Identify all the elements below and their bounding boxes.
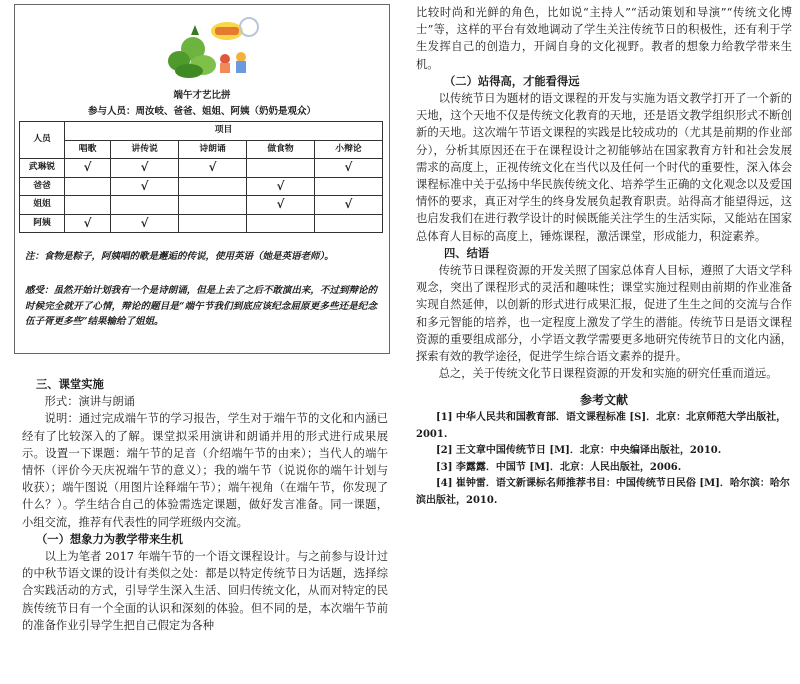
table-row	[20, 196, 383, 215]
activity-table	[19, 121, 383, 233]
dragon-boat-festival-illustration	[165, 13, 261, 79]
check-cell	[179, 214, 247, 233]
activity-figure	[14, 4, 390, 354]
row-name: 武琳锐	[20, 159, 65, 178]
check-cell	[65, 177, 111, 196]
paragraph: 比较时尚和光鲜的角色，比如说“主持人”“活动策划和导演”“传统文化博士”等，这样的平台有效地调动了学生关注传统节日的积极性，还有利于学生发挥自己的创造力，开阔自身的文化视野。教者的想象力给教学带来生机。	[416, 6, 792, 71]
table-row	[20, 159, 383, 178]
check-cell: √	[247, 177, 315, 196]
check-cell: √	[179, 159, 247, 178]
table-col-header: 小辩论	[315, 140, 383, 159]
check-cell: √	[315, 196, 383, 215]
figure-caption: 端午才艺比拼	[173, 90, 231, 101]
figure-note: 注：食物是粽子，阿姨唱的歌是邂逅的传说，使用英语（她是英语老师）。	[25, 251, 334, 262]
check-cell	[179, 177, 247, 196]
row-name: 阿姨	[20, 214, 65, 233]
check-cell	[315, 214, 383, 233]
table-col-header: 唱歌	[65, 140, 111, 159]
check-cell	[247, 214, 315, 233]
figure-participants: 参与人员：周汝岐、爸爸、姐姐、阿姨（奶奶是观众）	[87, 106, 316, 117]
reference-item: [4] 崔钟雷．语文新课标名师推荐书目：中国传统节日民俗 [M]．哈尔滨：哈尔滨出版社，2010.	[416, 478, 790, 506]
check-cell	[247, 159, 315, 178]
form-line: 形式：演讲与朗诵	[44, 395, 135, 409]
row-name: 爸爸	[20, 177, 65, 196]
table-row	[20, 177, 383, 196]
table-row	[20, 214, 383, 233]
table-col-header: 诗朗诵	[179, 140, 247, 159]
section-4-title: 四、结语	[444, 245, 490, 260]
table-header-items: 项目	[65, 122, 383, 141]
subsection-1-title: （一）想象力为教学带来生机	[36, 531, 183, 546]
check-cell	[315, 177, 383, 196]
check-cell: √	[315, 159, 383, 178]
subsection-2-title: （二）站得高，才能看得远	[444, 73, 580, 88]
check-cell: √	[111, 159, 179, 178]
left-column	[0, 0, 392, 632]
check-cell	[65, 196, 111, 215]
row-name: 姐姐	[20, 196, 65, 215]
check-cell: √	[111, 177, 179, 196]
check-cell	[179, 196, 247, 215]
check-cell: √	[65, 214, 111, 233]
check-cell: √	[65, 159, 111, 178]
check-cell: √	[247, 196, 315, 215]
reference-item: [2] 王文章中国传统节日 [M]．北京：中央编译出版社，2010.	[436, 445, 722, 457]
section-3-title: 三、课堂实施	[36, 377, 104, 391]
check-cell: √	[111, 214, 179, 233]
references-list	[416, 410, 792, 509]
paragraph: 以传统节日为题材的语文课程的开发与实施为语文教学打开了一个新的天地，这个天地不仅是传统文化教育的天地，还是语文教学组织形式不断创新的天地。这次端午节语文课程的实践是比较成功的（尤其是前期的作业部分），分析其原因还在于在课程设计之初能够站在国家教育方针和社会发展需求的高度上，正视传统文化在当代以及任何一个时代的重要性，深入体会课程标准中关于弘扬中华民族传统文化、培养学生正确的文化观念以及爱国情怀的要求，真正对学生的终身发展负起教育职责。站得高才能望得远，这也启发我们在进行教学设计的时候既能关注学生的生活实际，又能站在国家总体育人目标的高度上，锤炼课程，激活课堂，形成能力，积淀素养。	[416, 92, 792, 243]
reference-item: [3] 李露露．中国节 [M]．北京：人民出版社，2006.	[436, 461, 682, 473]
paragraph: 说明：通过完成端午节的学习报告，学生对于端午节的文化和内涵已经有了比较深入的了解。课堂拟采用演讲和朗诵并用的形式进行成果展示。设置一下课题：端午节的足音（介绍端午节的由来）；当代人的端午情怀（评价今天庆祝端午节的意义）；我的端午节（说说你的端午计划与收获）；端午图说（用图片诠释端午节）；端午视角（在端午节，你发现了什么？）。学生结合自己的体验需选定课题，做好发言准备。同一课题，小组交流，推荐有代表性的同学班级内交流。	[22, 412, 388, 529]
table-col-header: 做食物	[247, 140, 315, 159]
table-col-header: 讲传说	[111, 140, 179, 159]
paragraph: 以上为笔者 2017 年端午节的一个语文课程设计。与之前参与设计过的中秋节语文课的设计有类似之处：都是以特定传统节日为话题，选择综合实践活动的方式，引导学生深入生活、回归传统文化，从而对特定的民族传统节日有一个全面的认识和深刻的体验。但不同的是，本次端午节前的准备作业引导学生把自己假定为各种	[22, 550, 388, 632]
figure-feeling: 感受：虽然开始计划我有一个是诗朗诵，但是上去了之后不敢演出来，不过到辩论的时候完全就开了心情，辩论的题目是“端午节我们到底应该纪念屈原更多些还是纪念伍子胥更多些”结果输给了姐姐。	[25, 285, 377, 327]
reference-item: [1] 中华人民共和国教育部．语文课程标准 [S]．北京：北京师范大学出版社，2001.	[416, 412, 787, 440]
paragraph: 总之，关于传统文化节日课程资源的开发和实施的研究任重而道远。	[438, 367, 778, 381]
paragraph: 传统节日课程资源的开发关照了国家总体育人目标，遵照了大语文学科观念，突出了课程形式的灵活和趣味性；课堂实施过程则由前期的作业准备实现自然延伸，以创新的形式进行成果汇报，促进了生生之间的交流与合作和多元智能的培养，也一定程度上激发了学生的潜能。传统节日是语文课程资源的重要组成部分，小学语文教学需要更多地研究传统节日的文化内涵，探索有效的教学途径，促进学生综合语文素养的提升。	[416, 264, 792, 364]
table-header-person: 人员	[20, 122, 65, 159]
check-cell	[111, 196, 179, 215]
references-title: 参考文献	[579, 393, 628, 408]
